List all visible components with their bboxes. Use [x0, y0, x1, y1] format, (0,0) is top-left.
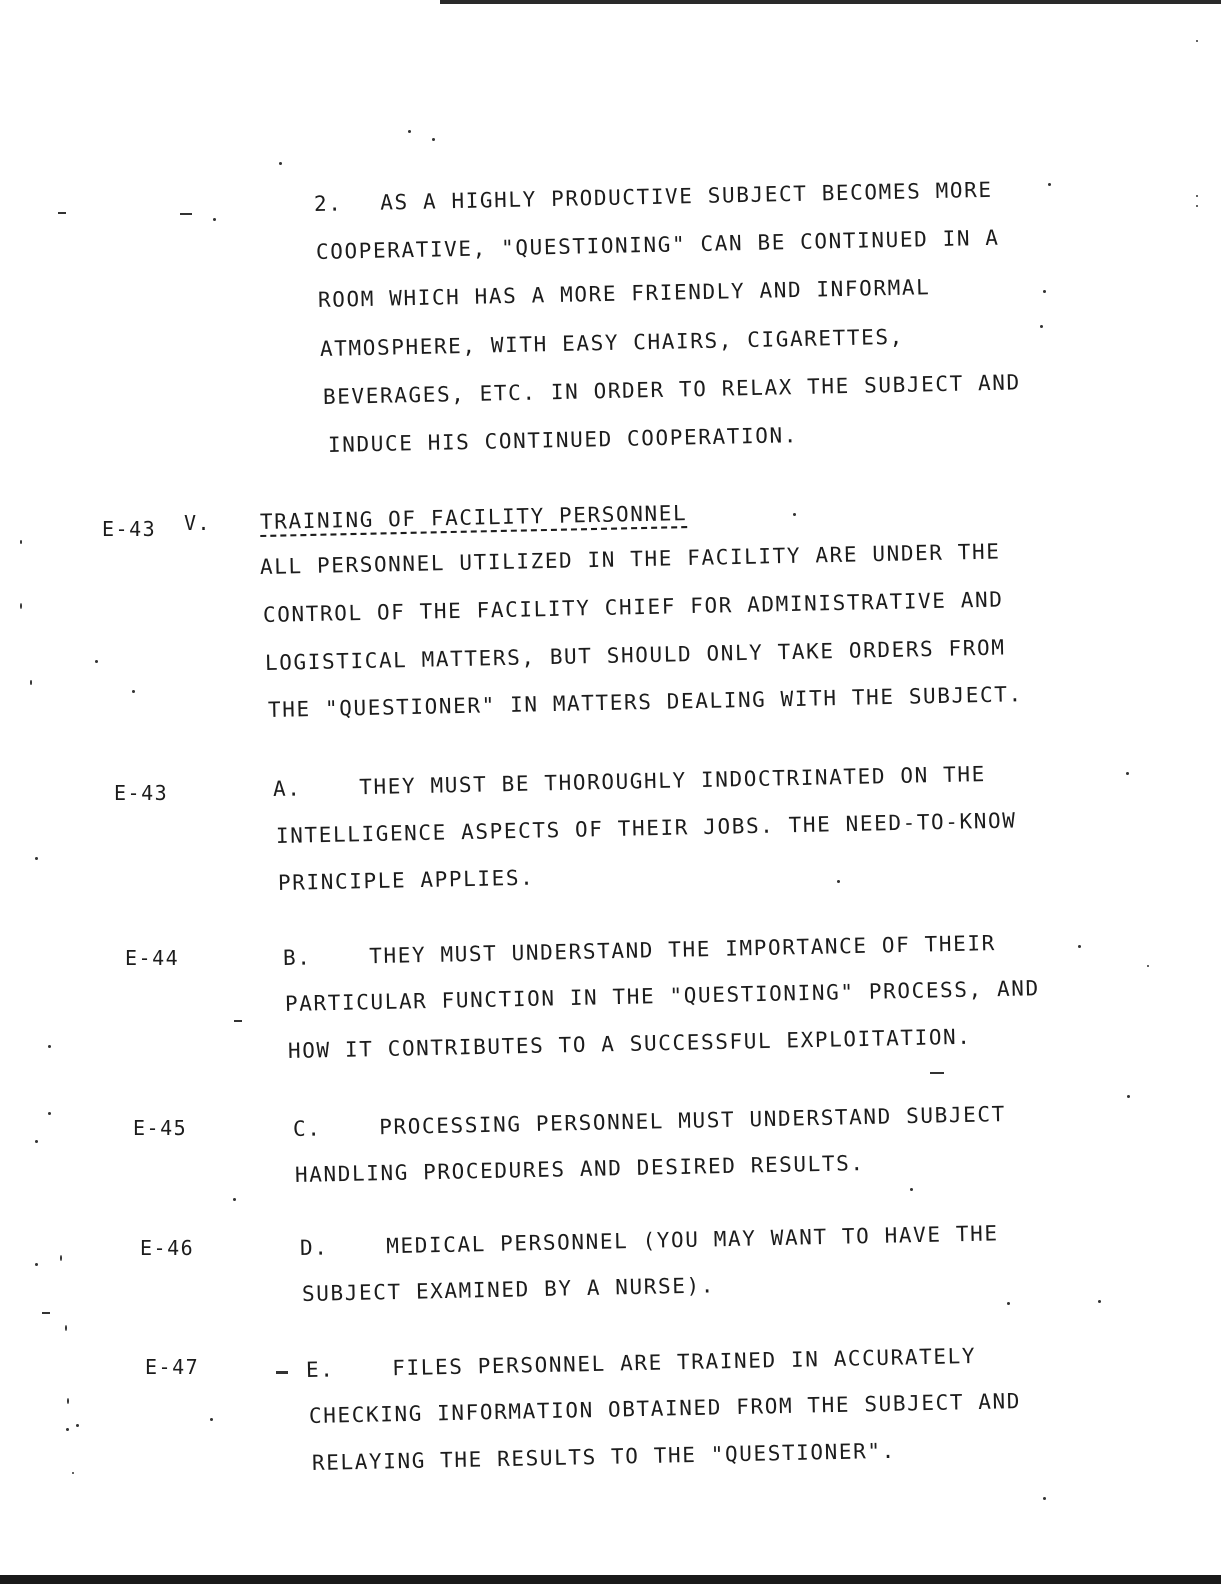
scan-speck [76, 1424, 79, 1427]
item-line: RELAYING THE RESULTS TO THE "QUESTIONER". [311, 1438, 897, 1475]
item-letter: E. [305, 1357, 335, 1382]
item-line: INTELLIGENCE ASPECTS OF THEIR JOBS. THE NEED-TO-KNOW [275, 808, 1017, 848]
scan-speck [66, 1428, 69, 1431]
paragraph-text: AS A HIGHLY PRODUCTIVE SUBJECT BECOMES MORE [379, 177, 993, 215]
scan-speck [910, 1188, 913, 1191]
item-text: FILES PERSONNEL ARE TRAINED IN ACCURATELY [391, 1343, 977, 1381]
scan-speck [1007, 1302, 1010, 1305]
scan-speck [48, 1112, 51, 1115]
scan-speck [35, 1140, 38, 1143]
item-code: E-47 [145, 1355, 200, 1379]
item-code: E-45 [133, 1116, 188, 1140]
scan-speck [1043, 290, 1046, 293]
item-line [293, 1102, 1006, 1141]
item-line: HANDLING PROCEDURES AND DESIRED RESULTS. [294, 1151, 865, 1187]
item-letter: C. [292, 1116, 322, 1141]
scan-speck [793, 513, 796, 516]
scan-speck [837, 880, 840, 883]
item-line: HOW IT CONTRIBUTES TO A SUCCESSFUL EXPLOITATION. [287, 1024, 972, 1063]
scan-speck [279, 162, 282, 165]
item-letter: A. [272, 776, 302, 801]
item-line: CHECKING INFORMATION OBTAINED FROM THE SUBJECT AND [308, 1389, 1022, 1428]
scan-speck [1043, 1497, 1046, 1500]
scan-speck [65, 1325, 67, 1331]
scan-mark [180, 213, 192, 215]
scan-mark [42, 1312, 50, 1314]
scan-speck [48, 1045, 51, 1048]
section-numeral: V. [184, 511, 212, 535]
scan-speck [1078, 945, 1081, 948]
item-text: MEDICAL PERSONNEL (YOU MAY WANT TO HAVE THE [385, 1221, 999, 1259]
paragraph-2-line: COOPERATIVE, "QUESTIONING" CAN BE CONTINUED IN A [315, 225, 1000, 264]
item-code: E-43 [114, 781, 169, 805]
scan-speck [20, 540, 22, 544]
scan-mark [930, 1072, 944, 1074]
scan-speck [1048, 183, 1051, 186]
scan-speck [432, 138, 435, 141]
item-line [283, 931, 996, 970]
item-line [273, 762, 986, 801]
scan-speck [60, 1255, 62, 1261]
item-line: SUBJECT EXAMINED BY A NURSE). [301, 1273, 716, 1306]
scan-speck [30, 680, 32, 685]
section-line: LOGISTICAL MATTERS, BUT SHOULD ONLY TAKE ORDERS FROM [264, 635, 1006, 675]
item-text: THEY MUST BE THOROUGHLY INDOCTRINATED ON THE [358, 762, 987, 800]
scan-speck [233, 1198, 236, 1201]
scan-mark [276, 1371, 288, 1374]
paragraph-2-line: BEVERAGES, ETC. IN ORDER TO RELAX THE SUBJECT AND [322, 370, 1022, 409]
item-letter: B. [282, 945, 312, 970]
scan-speck [1127, 1095, 1130, 1098]
item-code: E-46 [140, 1236, 195, 1260]
item-code: E-44 [125, 946, 180, 970]
scan-mark [234, 1020, 242, 1022]
scan-speck [1196, 40, 1198, 42]
section-code: E-43 [102, 517, 157, 541]
paragraph-2-line: ATMOSPHERE, WITH EASY CHAIRS, CIGARETTES, [319, 324, 905, 361]
paragraph-2-line [314, 178, 993, 216]
scan-speck [20, 603, 22, 609]
section-line: ALL PERSONNEL UTILIZED IN THE FACILITY ARE UNDER THE [259, 539, 1001, 579]
item-line: PRINCIPLE APPLIES. [277, 865, 535, 895]
item-line [300, 1221, 999, 1260]
scan-speck [1126, 772, 1129, 775]
scan-speck [1098, 1300, 1101, 1303]
section-line: CONTROL OF THE FACILITY CHIEF FOR ADMINISTRATIVE AND [262, 587, 1004, 627]
scan-speck [1196, 205, 1198, 207]
paragraph-2-line: INDUCE HIS CONTINUED COOPERATION. [327, 423, 799, 457]
item-text: PROCESSING PERSONNEL MUST UNDERSTAND SUBJECT [378, 1102, 1007, 1140]
scan-mark [58, 212, 66, 214]
paragraph-number: 2. [313, 191, 343, 216]
scan-edge-top [440, 0, 1221, 4]
item-letter: D. [299, 1235, 329, 1260]
paragraph-2-line: ROOM WHICH HAS A MORE FRIENDLY AND INFORMAL [317, 275, 931, 312]
section-heading: TRAINING OF FACILITY PERSONNEL [259, 501, 688, 534]
scan-speck [408, 130, 411, 133]
scan-speck [67, 1398, 69, 1404]
scan-speck [1196, 195, 1198, 197]
scan-speck [35, 1263, 38, 1266]
scan-speck [132, 690, 135, 693]
scan-speck [72, 1472, 74, 1474]
item-text: THEY MUST UNDERSTAND THE IMPORTANCE OF THEIR [368, 931, 997, 969]
scan-speck [213, 218, 216, 221]
scan-speck [35, 857, 38, 860]
scan-edge-bottom [0, 1575, 1221, 1584]
scan-speck [1147, 965, 1149, 967]
item-line: PARTICULAR FUNCTION IN THE "QUESTIONING" PROCESS, AND [284, 976, 1040, 1016]
item-line [306, 1344, 977, 1382]
scan-speck [95, 660, 98, 663]
scan-speck [1040, 325, 1043, 328]
scan-speck [210, 1418, 213, 1421]
section-line: THE "QUESTIONER" IN MATTERS DEALING WITH THE SUBJECT. [267, 682, 1023, 722]
